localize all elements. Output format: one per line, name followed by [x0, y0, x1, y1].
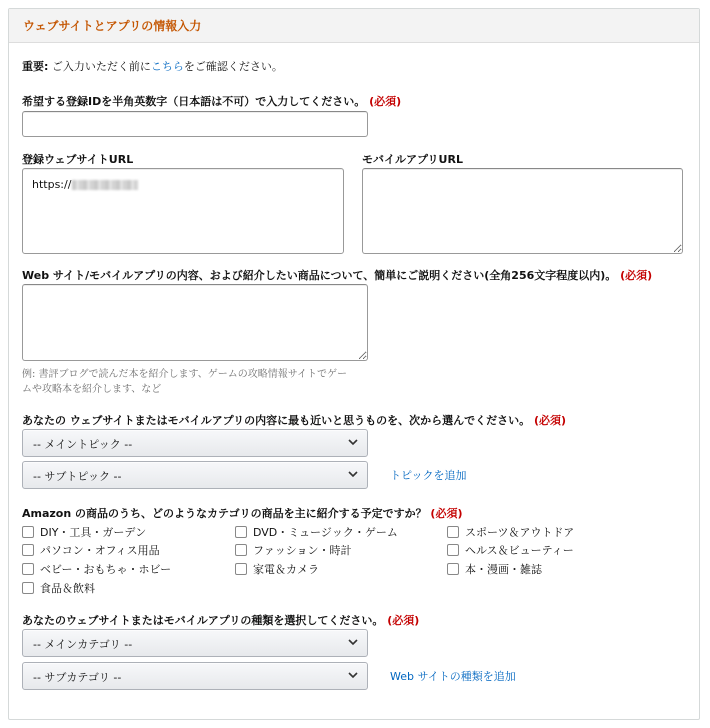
chevron-down-icon — [348, 438, 358, 446]
description-label-text: Web サイト/モバイルアプリの内容、および紹介したい商品について、簡単にご説明ください(全角256文字程度以内)。 — [22, 269, 617, 282]
category-option-health[interactable] — [447, 542, 574, 558]
category-option-label: 食品＆飲料 — [40, 582, 95, 595]
website-url-textarea[interactable] — [22, 168, 344, 254]
description-hint — [22, 367, 374, 397]
category-option-baby[interactable] — [22, 561, 171, 577]
required-marker: (必須) — [387, 614, 420, 627]
store-id-label-text: 希望する登録IDを半角英数字（日本語は不可）で入力してください。 — [22, 95, 366, 108]
category-option-electronics[interactable] — [235, 561, 319, 577]
required-marker: (必須) — [369, 95, 402, 108]
checkbox[interactable] — [447, 526, 459, 538]
description-textarea[interactable] — [22, 284, 368, 361]
checkbox[interactable] — [22, 582, 34, 594]
chevron-down-icon — [348, 671, 358, 679]
category-option-sports[interactable] — [447, 524, 574, 540]
category-option-pc[interactable] — [22, 542, 160, 558]
required-marker: (必須) — [534, 414, 567, 427]
category-option-dvd[interactable] — [235, 524, 398, 540]
panel-header — [9, 9, 699, 43]
category-option-diy[interactable] — [22, 524, 146, 540]
category-option-label: DVD・ミュージック・ゲーム — [253, 526, 398, 539]
category-option-label: ファッション・時計 — [253, 544, 352, 557]
website-url-label: 登録ウェブサイトURL — [22, 153, 134, 166]
category-option-food[interactable] — [22, 580, 95, 596]
notice-text-before: ご入力いただく前に — [48, 60, 151, 73]
checkbox[interactable] — [447, 563, 459, 575]
redacted-url-blur — [72, 180, 138, 190]
checkbox[interactable] — [22, 526, 34, 538]
required-marker: (必須) — [620, 269, 653, 282]
checkbox[interactable] — [447, 544, 459, 556]
main-category-select[interactable] — [22, 629, 368, 657]
checkbox[interactable] — [235, 544, 247, 556]
app-url-label: モバイルアプリURL — [362, 153, 463, 166]
category-option-label: パソコン・オフィス用品 — [40, 544, 160, 557]
chevron-down-icon — [348, 470, 358, 478]
site-type-label — [22, 612, 419, 628]
category-option-label: DIY・工具・ガーデン — [40, 526, 147, 539]
topics-label-text: あなたの ウェブサイトまたはモバイルアプリの内容に最も近いと思うものを、次から選んでください。 — [22, 414, 531, 427]
checkbox[interactable] — [22, 563, 34, 575]
website-url-value: https:// — [32, 178, 72, 191]
required-marker: (必須) — [430, 507, 463, 520]
category-option-label: ヘルス＆ビューティー — [465, 544, 574, 557]
description-hint-line1: 例: 書評ブログで読んだ本を紹介します、ゲームの攻略情報サイトでゲー — [22, 369, 348, 380]
category-option-label: ベビー・おもちゃ・ホビー — [40, 563, 172, 576]
category-option-fashion[interactable] — [235, 542, 352, 558]
main-category-value: -- メインカテゴリ -- — [33, 638, 133, 651]
main-topic-select[interactable] — [22, 429, 368, 457]
categories-label — [22, 505, 462, 521]
store-id-label — [22, 93, 401, 109]
checkbox[interactable] — [235, 526, 247, 538]
category-option-label: 本・漫画・雑誌 — [465, 563, 542, 576]
panel-title: ウェブサイトとアプリの情報入力 — [23, 19, 202, 33]
description-hint-line2: ムや攻略本を紹介します、など — [22, 384, 162, 395]
sub-category-value: -- サブカテゴリ -- — [33, 671, 122, 684]
sub-category-select[interactable] — [22, 662, 368, 690]
checkbox[interactable] — [22, 544, 34, 556]
checkbox[interactable] — [235, 563, 247, 575]
add-topic-link[interactable]: トピックを追加 — [390, 469, 467, 482]
topics-label — [22, 412, 566, 428]
category-option-books[interactable] — [447, 561, 542, 577]
notice-prefix: 重要: — [22, 60, 49, 73]
description-label — [22, 267, 652, 283]
category-option-label: スポーツ＆アウトドア — [465, 526, 575, 539]
notice-text-after: をご確認ください。 — [183, 60, 283, 73]
site-type-label-text: あなたのウェブサイトまたはモバイルアプリの種類を選択してください。 — [22, 614, 384, 627]
sub-topic-select[interactable] — [22, 461, 368, 489]
store-id-input[interactable] — [22, 111, 368, 137]
categories-label-text: Amazon の商品のうち、どのようなカテゴリの商品を主に紹介する予定ですか？ — [22, 507, 427, 520]
app-url-textarea[interactable] — [362, 168, 683, 254]
category-option-label: 家電＆カメラ — [253, 563, 319, 576]
chevron-down-icon — [348, 638, 358, 646]
important-notice — [22, 58, 283, 74]
main-topic-value: -- メイントピック -- — [33, 438, 133, 451]
sub-topic-value: -- サブトピック -- — [33, 470, 122, 483]
add-site-type-link[interactable]: Web サイトの種類を追加 — [390, 670, 516, 683]
notice-link[interactable]: こちら — [150, 60, 184, 73]
